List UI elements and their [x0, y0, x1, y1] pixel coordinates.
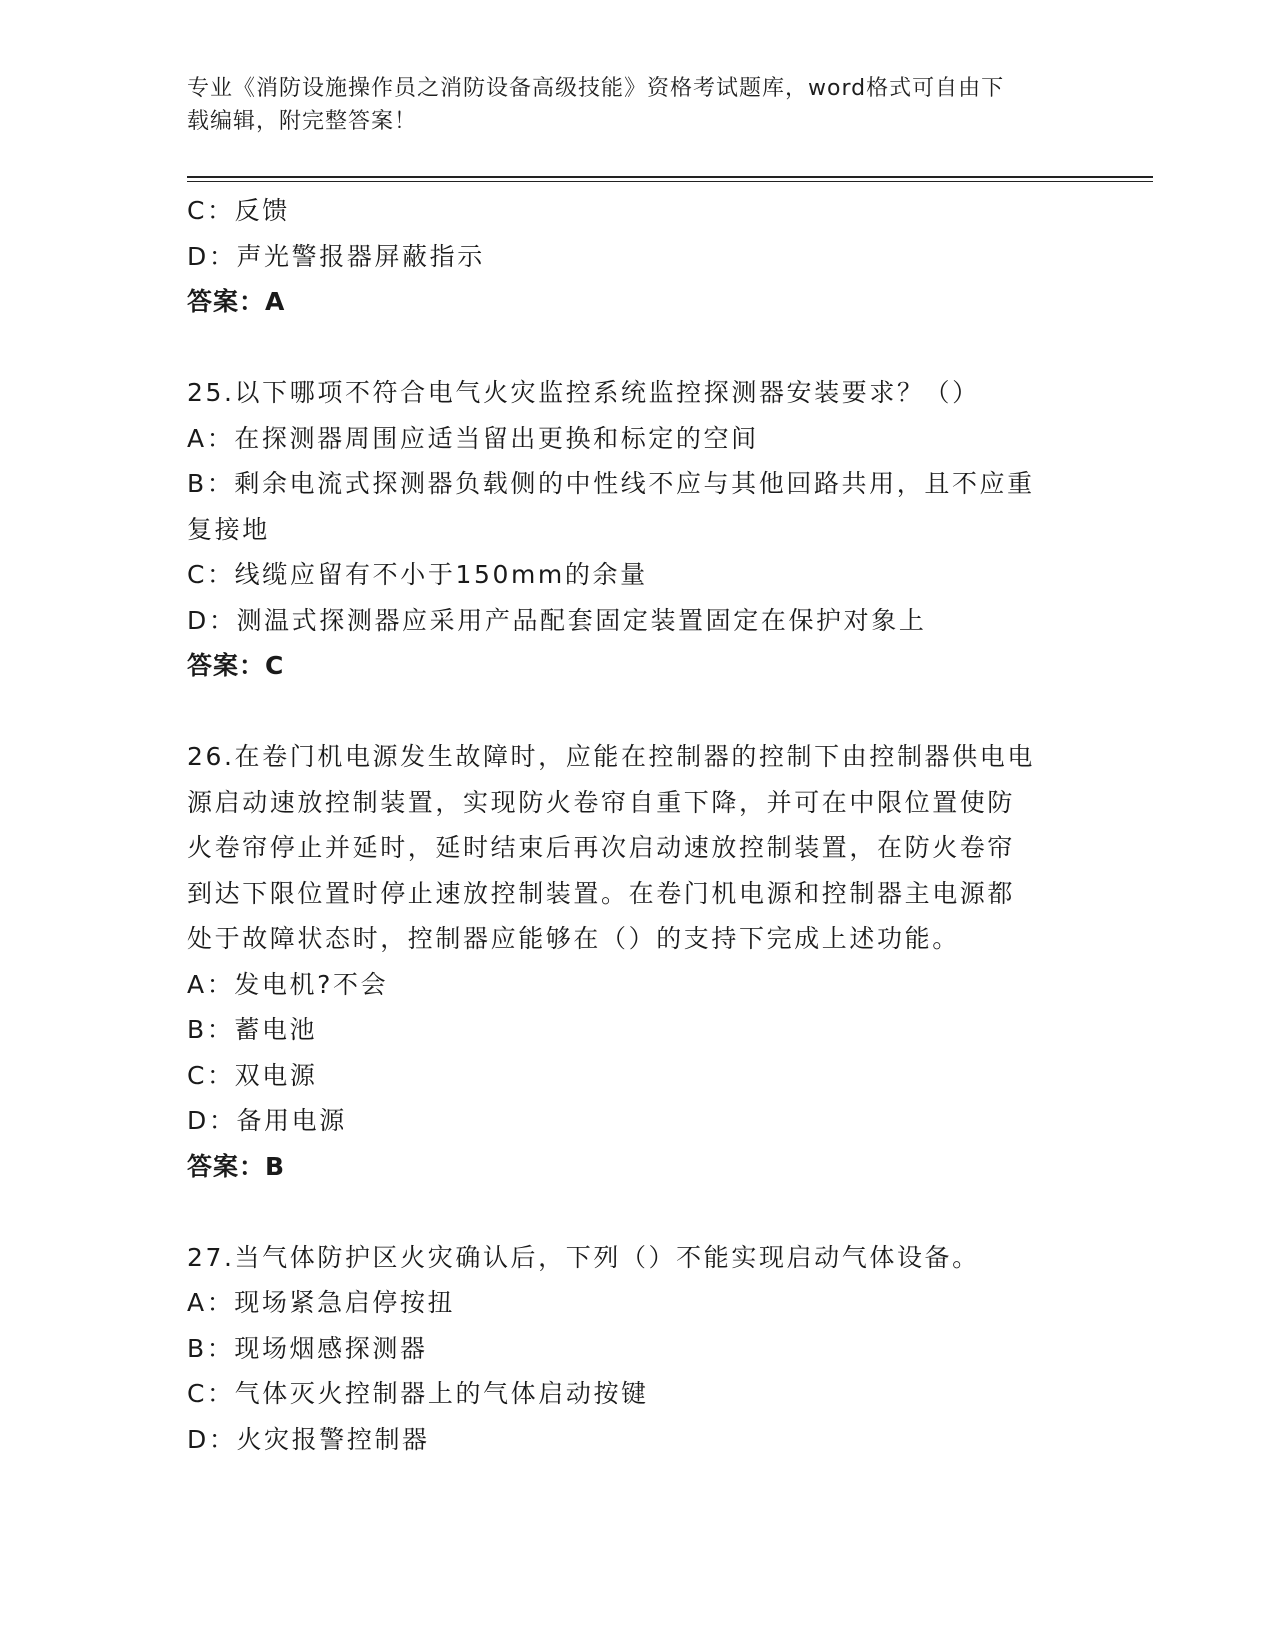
option-b-continued: 复接地 — [187, 514, 270, 544]
question-27 — [187, 1235, 1087, 1463]
question-text-line-4: 到达下限位置时停止速放控制装置。在卷门机电源和控制器主电源都 — [187, 878, 1016, 908]
answer-line: 答案：A — [187, 287, 286, 316]
answer-line: 答案：B — [187, 1151, 286, 1181]
option-b: B：蓄电池 — [187, 1015, 318, 1044]
header-divider-thin — [187, 181, 1153, 182]
question-content — [187, 188, 1087, 1462]
option-b: B：现场烟感探测器 — [187, 1333, 428, 1363]
question-26 — [187, 734, 1087, 1189]
option-d: D：测温式探测器应采用产品配套固定装置固定在保护对象上 — [187, 605, 927, 635]
header-divider-thick — [187, 176, 1153, 178]
spacer — [187, 1189, 1087, 1235]
answer-line: 答案：C — [187, 651, 285, 680]
header-line-2: 载编辑，附完整答案！ — [187, 109, 418, 134]
question-text: 25.以下哪项不符合电气火灾监控系统监控探测器安装要求？（） — [187, 378, 980, 407]
option-a: A：现场紧急启停按扭 — [187, 1288, 456, 1317]
option-a: A：发电机?不会 — [187, 969, 389, 999]
spacer — [187, 689, 1087, 735]
question-text-line-5: 处于故障状态时，控制器应能够在（）的支持下完成上述功能。 — [187, 924, 960, 953]
option-b: B：剩余电流式探测器负载侧的中性线不应与其他回路共用，且不应重 — [187, 469, 1035, 498]
prev-question-block — [187, 188, 1087, 325]
option-c: C：反馈 — [187, 196, 290, 225]
option-d: D：声光警报器屏蔽指示 — [187, 241, 485, 271]
option-d: D：备用电源 — [187, 1106, 347, 1135]
option-c: C：双电源 — [187, 1060, 318, 1090]
question-text-line-2: 源启动速放控制装置，实现防火卷帘自重下降，并可在中限位置使防 — [187, 787, 1016, 817]
option-c: C：线缆应留有不小于150mm的余量 — [187, 560, 648, 589]
option-c: C：气体灭火控制器上的气体启动按键 — [187, 1379, 649, 1408]
question-text-line-3: 火卷帘停止并延时，延时结束后再次启动速放控制装置，在防火卷帘 — [187, 833, 1016, 862]
option-d: D：火灾报警控制器 — [187, 1424, 430, 1454]
document-header — [187, 72, 1067, 138]
option-a: A：在探测器周围应适当留出更换和标定的空间 — [187, 423, 759, 453]
header-line-1: 专业《消防设施操作员之消防设备高级技能》资格考试题库，word格式可自由下 — [187, 76, 1005, 101]
question-text-line-1: 26.在卷门机电源发生故障时，应能在控制器的控制下由控制器供电电 — [187, 742, 1035, 771]
spacer — [187, 325, 1087, 371]
question-text: 27.当气体防护区火灾确认后，下列（）不能实现启动气体设备。 — [187, 1242, 980, 1272]
question-25 — [187, 370, 1087, 689]
